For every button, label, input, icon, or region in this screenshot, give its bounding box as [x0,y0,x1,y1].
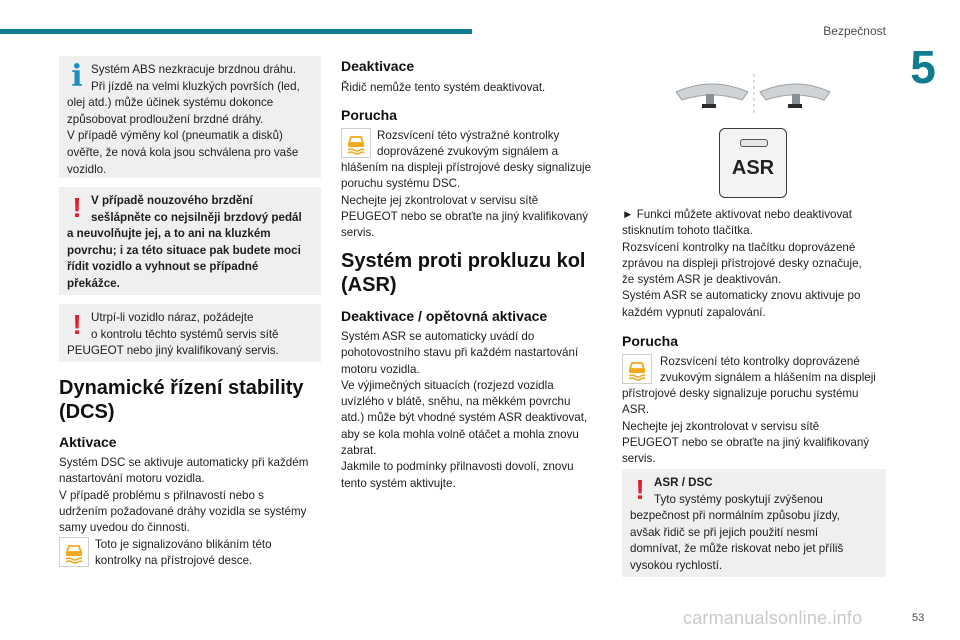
steering-wheel-illustration [672,70,834,120]
watermark: carmanualsonline.info [683,608,863,628]
skidding-car-icon [623,355,651,383]
dsc-lamp-text: Toto je signalizováno blikáním této kontrolky na přístrojové desce. [95,538,272,568]
note-emergency-text: V případě nouzového brzdění sešlápněte co nejsilněji brzdový pedál a neuvolňujte jej, a to ani na kluzkém povrchu; i za této situace pak budete moci řídit vozidlo a vyhnout se případné překážce. [67,194,302,290]
warning-icon: ! [72,192,82,223]
note-impact [59,304,321,362]
asr-button-label: ASR [731,157,775,179]
dsc-warning-lamp [59,537,89,567]
asr-button-text: ► Funkci můžete aktivovat nebo deaktivovat stisknutím tohoto tlačítka. Rozsvícení kontrolky na tlačítku doprovázené zprávou na displeji přístrojové desky označuje, že systém ASR je deaktivován. Systém ASR se automaticky znovu aktivuje po každém vypnutí zapalování. [622,208,862,319]
asr-button[interactable] [719,128,787,198]
note-emergency-braking [59,187,321,295]
header-accent-bar [0,29,472,34]
dsc-fault-text: hlášením na displeji přístrojové desky signalizuje poruchu systému DSC. Nechejte jej zkontrolovat v servisu sítě PEUGEOT nebo se obraťte na jiný kvalifikovaný servis. [341,161,592,240]
asr-button-indicator [740,139,768,147]
dcs-title: Dynamické řízení stability (DCS) [59,377,304,423]
warning-icon: ! [635,474,645,505]
asr-subheading: Deaktivace / opětovná aktivace [341,308,548,324]
note-abs-text: Systém ABS nezkracuje brzdnou dráhu. Při jízdě na velmi kluzkých površích (led, olej atd.) může účinek systému dokonce způsobovat prodloužení brzdné dráhy. V případě výměny kol (pneumatik a disků) ověřte, že nová kola jsou schválena pro vaše vozidlo. [67,63,300,176]
fault-heading-asr: Porucha [622,333,679,349]
skidding-car-icon [60,538,88,566]
warning-icon: ! [72,309,82,340]
note-impact-text: Utrpí-li vozidlo náraz, požádejte o kontrolu těchto systémů servis sítě PEUGEOT nebo jiný kvalifikovaný servis. [67,311,279,358]
deactivate-text: Řidič nemůže tento systém deaktivovat. [341,81,546,94]
dsc-fault-lamp [341,128,371,158]
note-asr-dsc [622,469,886,577]
section-title: Bezpečnost [823,24,886,38]
chapter-number: 5 [910,41,936,93]
activation-heading: Aktivace [59,434,117,450]
dsc-fault-lamp-text: Rozsvícení této výstražné kontrolky doprovázené zvukovým signálem a [377,129,560,159]
skidding-car-icon [342,129,370,157]
asr-fault-text: přístrojové desky signalizuje poruchu systému ASR. Nechejte jej zkontrolovat v servisu sítě PEUGEOT nebo se obraťte na jiný kvalifikovaný servis. [622,387,870,466]
note-asr-dsc-text: ASR / DSC Tyto systémy poskytují zvýšenou bezpečnost při normálním způsobu jízdy, avšak řidič se při jejich použití nesmí domnívat, že může riskovat nebo jet příliš vysokou rychlostí. [630,476,844,572]
activation-text: Systém DSC se aktivuje automaticky při každém nastartování motoru vozidla. V případě problému s přilnavostí nebo s udržením požadované dráhy vozidla se systémy samy uvedou do činnosti. [59,456,309,535]
asr-title: Systém proti prokluzu kol (ASR) [341,250,586,296]
fault-heading-dsc: Porucha [341,107,398,123]
info-icon: i [71,59,83,94]
note-abs [59,56,321,178]
asr-text: Systém ASR se automaticky uvádí do pohotovostního stavu při každém nastartování motoru vozidla. Ve výjimečných situacích (rozjezd vozidla uvízlého v blátě, sněhu, na měkkém povrchu atd.) může být vhodné systém ASR deaktivovat, aby se kola mohla volně otáčet a mohla znovu zabrat. Jakmile to podmínky přilnavosti dovolí, znovu tento systém aktivujte. [341,330,588,490]
page-number: 53 [912,612,925,624]
asr-fault-lamp-text: Rozsvícení této kontrolky doprovázené zvukovým signálem a hlášením na displeji [660,355,876,385]
deactivate-heading: Deaktivace [341,58,415,74]
asr-fault-lamp [622,354,652,384]
steering-wheel-icon [672,70,834,120]
